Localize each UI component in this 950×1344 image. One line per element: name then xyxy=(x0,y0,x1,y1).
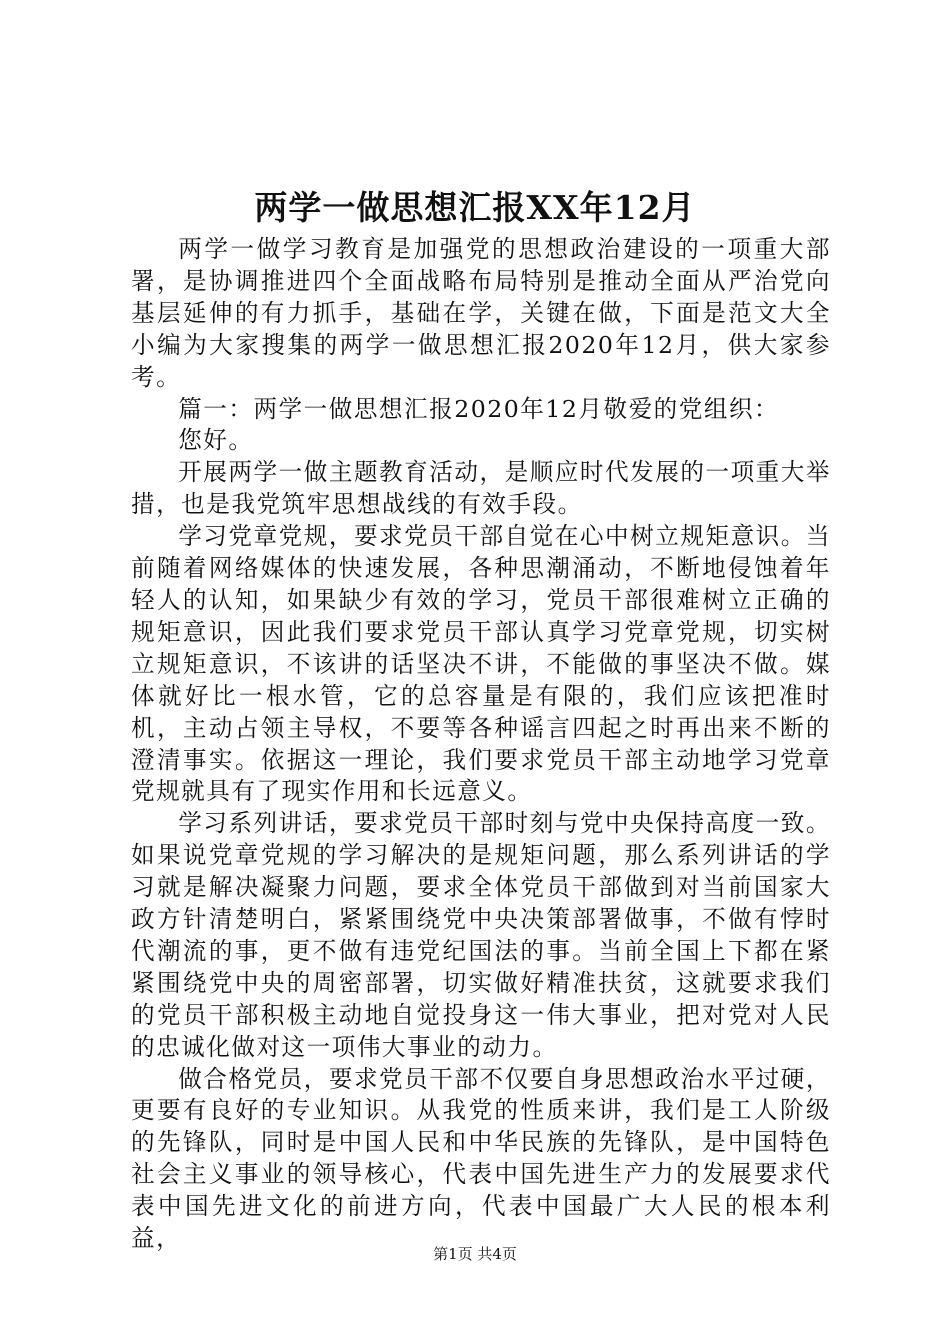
paragraph-body-3: 学习系列讲话，要求党员干部时刻与党中央保持高度一致。如果说党章党规的学习解决的是规矩问题，那么系列讲话的学习就是解决凝聚力问题，要求全体党员干部做到对当前国家大政方针清楚明白，紧紧围绕党中央决策部署做事，不做有悖时代潮流的事，更不做有违党纪国法的事。当前全国上下都在紧紧围绕党中央的周密部署，切实做好精准扶贫，这就要求我们的党员干部积极主动地自觉投身这一伟大事业，把对党对人民的忠诚化做对这一项伟大事业的动力。 xyxy=(131,809,831,1061)
paragraph-body-1: 开展两学一做主题教育活动，是顺应时代发展的一项重大举措，也是我党筑牢思想战线的有效手段。 xyxy=(131,458,831,519)
document-body xyxy=(131,234,831,1255)
paragraph-body-2: 学习党章党规，要求党员干部自觉在心中树立规矩意识。当前随着网络媒体的快速发展，各种思潮涌动，不断地侵蚀着年轻人的认知，如果缺少有效的学习，党员干部很难树立正确的规矩意识，因此我们要求党员干部认真学习党章党规，切实树立规矩意识，不该讲的话坚决不讲，不能做的事坚决不做。媒体就好比一根水管，它的总容量是有限的，我们应该把准时机，主动占领主导权，不要等各种谣言四起之时再出来不断的澄清事实。依据这一理论，我们要求党员干部主动地学习党章党规就具有了现实作用和长远意义。 xyxy=(131,522,831,806)
paragraph-greeting: 您好。 xyxy=(178,426,254,455)
paragraph-body-4: 做合格党员，要求党员干部不仅要自身思想政治水平过硬，更要有良好的专业知识。从我党的性质来讲，我们是工人阶级的先锋队，同时是中国人民和中华民族的先锋队，是中国特色社会主义事业的领导核心，代表中国先进生产力的发展要求代表中国先进文化的前进方向，代表中国最广大人民的根本利益， xyxy=(131,1064,831,1253)
document-title: 两学一做思想汇报XX年12月 xyxy=(254,188,696,227)
page-footer-page-number: 第1页 共4页 xyxy=(433,1245,517,1263)
paragraph-heading-part-one: 篇一：两学一做思想汇报2020年12月敬爱的党组织： xyxy=(178,394,780,423)
paragraph-intro: 两学一做学习教育是加强党的思想政治建设的一项重大部署，是协调推进四个全面战略布局特别是推动全面从严治党向基层延伸的有力抓手，基础在学，关键在做，下面是范文大全小编为大家搜集的两学一做思想汇报2020年12月，供大家参考。 xyxy=(131,235,831,391)
